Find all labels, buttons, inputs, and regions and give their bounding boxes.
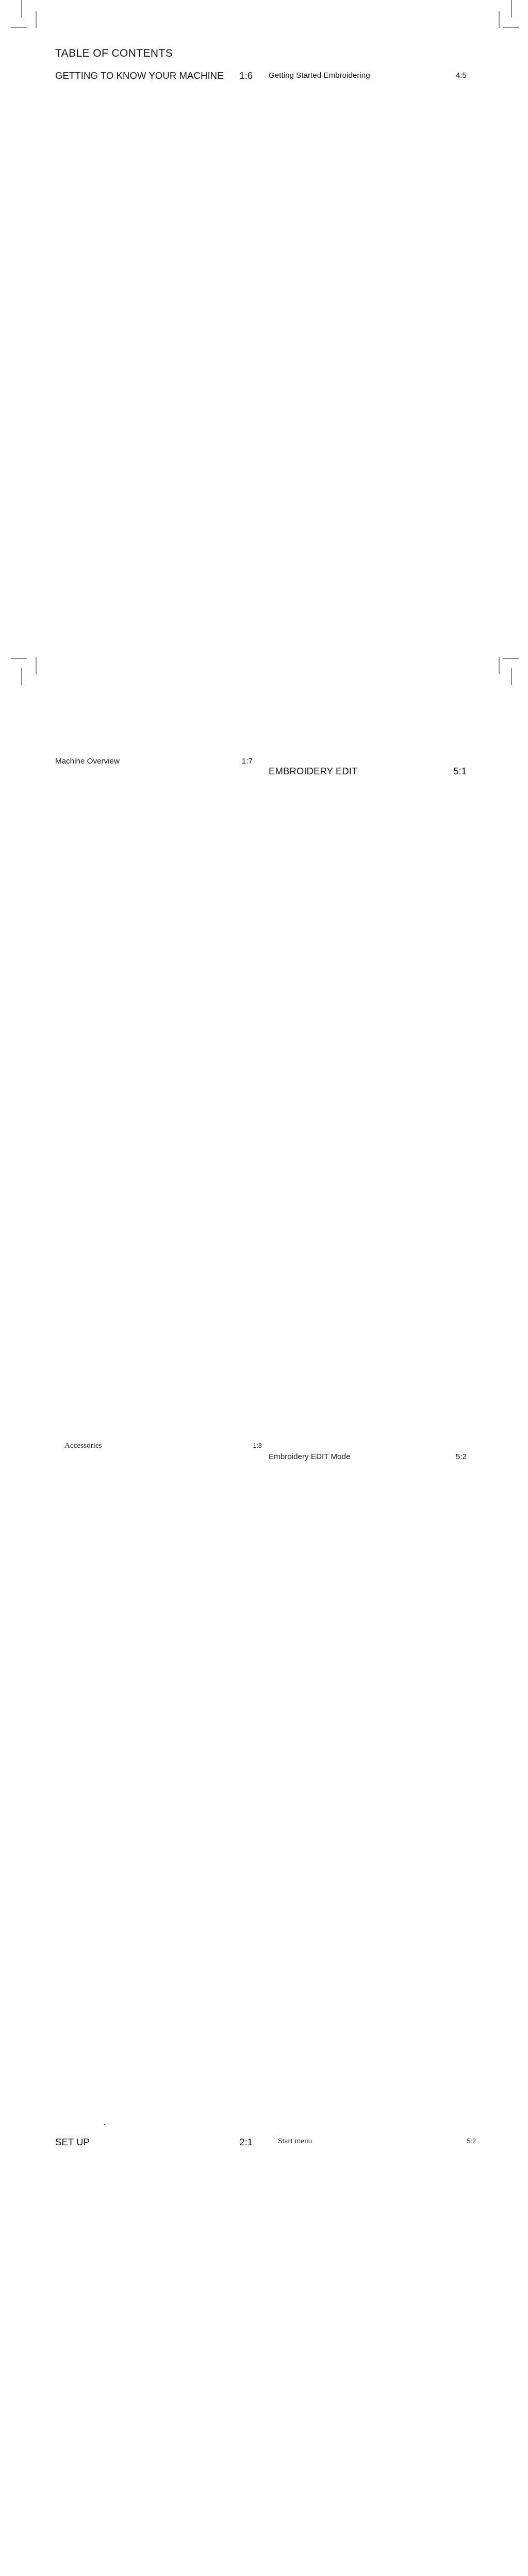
toc-column-left (55, 70, 262, 2576)
dot-leader (104, 2124, 107, 2125)
section-spacer (269, 755, 467, 766)
crop-mark-bottom-left-inner (36, 657, 37, 674)
crop-mark-top-left-inner (36, 11, 37, 28)
toc-page-number: 2:1 (93, 2137, 253, 2576)
toc-section-heading[interactable] (55, 70, 253, 755)
toc-page-number: 5:2 (319, 2137, 476, 2576)
toc-sub-entry[interactable] (55, 1441, 262, 2126)
toc-section-heading[interactable] (269, 766, 467, 1451)
section-spacer (55, 2126, 253, 2137)
crop-mark-top-right-inner (499, 11, 500, 28)
toc-page-number: 5:2 (353, 1451, 467, 2137)
toc-column-right (269, 70, 476, 2576)
toc-entry[interactable] (55, 756, 253, 1441)
toc-entry-label-embroidery-edit: EMBROIDERY EDIT (269, 766, 358, 776)
toc-page-number: 1:6 (227, 70, 253, 755)
toc-entry-label-set-up: SET UP (55, 2137, 90, 2147)
toc-entry-label-embroidery-edit-mode: Embroidery EDIT Mode (269, 1452, 351, 1461)
toc-page-number: 1:8 (109, 1441, 262, 2126)
toc-entry-label-start-menu: Start menu (278, 2137, 312, 2145)
crop-mark-bottom-right-horizontal (503, 658, 519, 659)
crop-mark-top-left-horizontal (11, 27, 27, 28)
toc-entry[interactable] (269, 1451, 467, 2137)
toc-section-heading[interactable] (55, 2137, 253, 2576)
crop-mark-top-left-outer (21, 0, 22, 18)
toc-entry[interactable] (269, 70, 467, 755)
toc-entry-label-getting-to-know-your-machine: GETTING TO KNOW YOUR MACHINE (55, 70, 224, 81)
crop-mark-bottom-left-horizontal (11, 658, 27, 659)
toc-entry-label-accessories: Accessories (64, 1441, 102, 1450)
crop-mark-top-right-outer (511, 0, 512, 18)
crop-mark-bottom-left-outer (21, 668, 22, 685)
crop-mark-bottom-right-inner (499, 657, 500, 674)
toc-page-number: 4:5 (373, 70, 467, 755)
toc-entry-label-getting-started-embroidering: Getting Started Embroidering (269, 71, 370, 80)
crop-mark-bottom-right-outer (511, 668, 512, 685)
crop-mark-top-right-horizontal (503, 27, 519, 28)
page-title: TABLE OF CONTENTS (55, 47, 173, 59)
toc-sub-entry[interactable] (269, 2137, 476, 2576)
toc-entry-label-machine-overview: Machine Overview (55, 757, 120, 766)
toc-page-number: 5:1 (361, 766, 467, 1451)
toc-page-number: 1:7 (123, 756, 253, 1441)
